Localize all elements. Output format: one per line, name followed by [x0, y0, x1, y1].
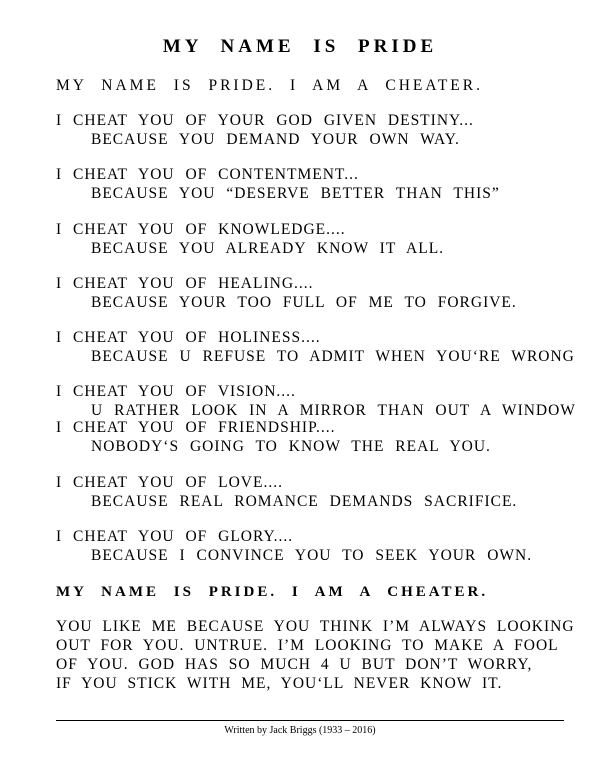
- stanza-6-line-1: I CHEAT YOU OF VISION....: [56, 383, 296, 400]
- stanza-7-line-2: NOBODY‘S GOING TO KNOW THE REAL YOU.: [91, 438, 491, 455]
- stanza-3-line-2: BECAUSE YOU ALREADY KNOW IT ALL.: [91, 240, 445, 257]
- stanza-4-line-2: BECAUSE YOUR TOO FULL OF ME TO FORGIVE.: [91, 294, 517, 311]
- stanza-4-line-1: I CHEAT YOU OF HEALING....: [56, 275, 314, 292]
- stanza-5-line-2: BECAUSE U REFUSE TO ADMIT WHEN YOU‘RE WRONG: [91, 348, 575, 365]
- intro-line: MY NAME IS PRIDE. I AM A CHEATER.: [56, 77, 483, 94]
- stanza-3-line-1: I CHEAT YOU OF KNOWLEDGE....: [56, 221, 346, 238]
- poem-title: MY NAME IS PRIDE: [162, 36, 438, 57]
- closing-line-4: IF YOU STICK WITH ME, YOU‘LL NEVER KNOW IT.: [56, 675, 503, 692]
- stanza-8-line-2: BECAUSE REAL ROMANCE DEMANDS SACRIFICE.: [91, 493, 518, 510]
- stanza-1-line-1: I CHEAT YOU OF YOUR GOD GIVEN DESTINY...: [56, 112, 474, 129]
- stanza-9-line-1: I CHEAT YOU OF GLORY....: [56, 528, 294, 545]
- footer-divider: [56, 720, 564, 721]
- closing-line-2: OUT FOR YOU. UNTRUE. I’M LOOKING TO MAKE A FOOL: [56, 637, 559, 654]
- stanza-8-line-1: I CHEAT YOU OF LOVE....: [56, 474, 283, 491]
- stanza-2-line-1: I CHEAT YOU OF CONTENTMENT...: [56, 166, 359, 183]
- stanza-2-line-2: BECAUSE YOU “DESERVE BETTER THAN THIS”: [91, 185, 500, 202]
- bold-statement: MY NAME IS PRIDE. I AM A CHEATER.: [56, 584, 489, 600]
- stanza-5-line-1: I CHEAT YOU OF HOLINESS....: [56, 329, 321, 346]
- stanza-6-line-2: U RATHER LOOK IN A MIRROR THAN OUT A WINDOW: [91, 402, 576, 419]
- closing-line-1: YOU LIKE ME BECAUSE YOU THINK I’M ALWAYS LOOKING: [56, 618, 575, 635]
- closing-line-3: OF YOU. GOD HAS SO MUCH 4 U BUT DON’T WORRY,: [56, 656, 533, 673]
- stanza-1-line-2: BECAUSE YOU DEMAND YOUR OWN WAY.: [91, 131, 460, 148]
- stanza-7-line-1: I CHEAT YOU OF FRIENDSHIP....: [56, 419, 336, 436]
- stanza-9-line-2: BECAUSE I CONVINCE YOU TO SEEK YOUR OWN.: [91, 547, 533, 564]
- author-credit: Written by Jack Briggs (1933 – 2016): [224, 725, 376, 736]
